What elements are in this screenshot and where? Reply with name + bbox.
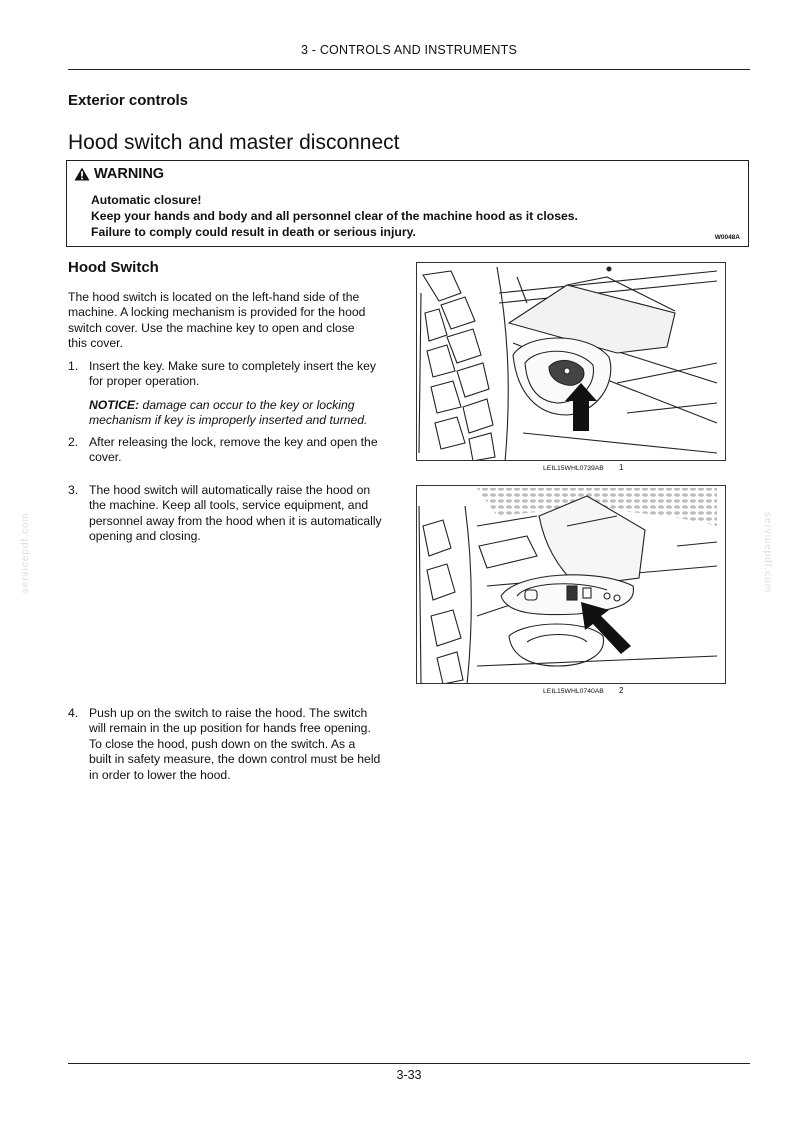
step-4 bbox=[68, 706, 403, 784]
step-line: the machine. Keep all tools, service equipment, and bbox=[89, 498, 369, 513]
step-3 bbox=[68, 483, 403, 545]
intro-line: machine. A locking mechanism is provided for the hood bbox=[68, 305, 366, 320]
step-line: To close the hood, push down on the switch. As a bbox=[89, 736, 356, 751]
notice-line: damage can occur to the key or locking bbox=[139, 398, 355, 412]
step-line: Insert the key. Make sure to completely insert the key bbox=[89, 359, 376, 373]
running-header: 3 - CONTROLS AND INSTRUMENTS bbox=[300, 43, 518, 57]
warning-line: Failure to comply could result in death or serious injury. bbox=[91, 225, 416, 239]
step-line: for proper operation. bbox=[89, 374, 200, 389]
page-title: Hood switch and master disconnect bbox=[68, 131, 400, 154]
figure-2-number: 2 bbox=[619, 686, 624, 695]
step-number: 3. bbox=[68, 483, 79, 497]
subsection-title: Hood Switch bbox=[68, 259, 159, 276]
warning-line: Automatic closure! bbox=[91, 193, 202, 207]
hood-switch-illustration bbox=[417, 486, 726, 684]
step-line: The hood switch will automatically raise the hood on bbox=[89, 483, 371, 497]
watermark-right: servicepdf.com bbox=[762, 512, 773, 594]
step-line: will remain in the up position for hands free opening. bbox=[89, 721, 371, 736]
section-title: Exterior controls bbox=[68, 92, 189, 109]
step-line: opening and closing. bbox=[89, 529, 201, 544]
warning-line: Keep your hands and body and all personnel clear of the machine hood as it closes. bbox=[91, 209, 578, 223]
warning-header bbox=[74, 166, 164, 182]
figure-1-number: 1 bbox=[619, 463, 624, 472]
step-number: 1. bbox=[68, 359, 79, 373]
step-line: in order to lower the hood. bbox=[89, 767, 231, 782]
figure-1-code: LEIL15WHL0739AB bbox=[543, 465, 604, 472]
intro-line: The hood switch is located on the left-hand side of the bbox=[68, 290, 360, 304]
figure-2-code: LEIL15WHL0740AB bbox=[543, 688, 604, 695]
step-line: cover. bbox=[89, 450, 122, 465]
page-number: 3-33 bbox=[396, 1068, 422, 1082]
intro-line: this cover. bbox=[68, 336, 123, 351]
step-line: built in safety measure, the down control must be held bbox=[89, 752, 381, 767]
warning-label: WARNING bbox=[94, 166, 165, 182]
figure-1-image bbox=[416, 262, 726, 461]
step-line: personnel away from the hood when it is automatically bbox=[89, 513, 382, 528]
footer-rule bbox=[68, 1063, 750, 1064]
warning-box bbox=[66, 160, 749, 247]
warning-triangle-icon bbox=[74, 167, 90, 181]
watermark-left: servicepdf.com bbox=[20, 512, 31, 594]
notice-line: mechanism if key is improperly inserted and turned. bbox=[89, 413, 368, 428]
hood-switch-key-illustration bbox=[417, 263, 726, 461]
warning-code: W0048A bbox=[714, 234, 740, 241]
step-number: 2. bbox=[68, 435, 79, 449]
step-2 bbox=[68, 435, 403, 466]
step-number: 4. bbox=[68, 706, 79, 720]
intro-line: switch cover. Use the machine key to open and close bbox=[68, 320, 355, 335]
step-line: After releasing the lock, remove the key and open the bbox=[89, 435, 378, 449]
figure-2-image bbox=[416, 485, 726, 684]
step-line: Push up on the switch to raise the hood. The switch bbox=[89, 706, 368, 720]
header-rule bbox=[68, 69, 750, 70]
intro-paragraph bbox=[68, 290, 403, 352]
notice bbox=[89, 398, 403, 429]
notice-label: NOTICE: bbox=[89, 398, 140, 412]
step-1 bbox=[68, 359, 403, 390]
